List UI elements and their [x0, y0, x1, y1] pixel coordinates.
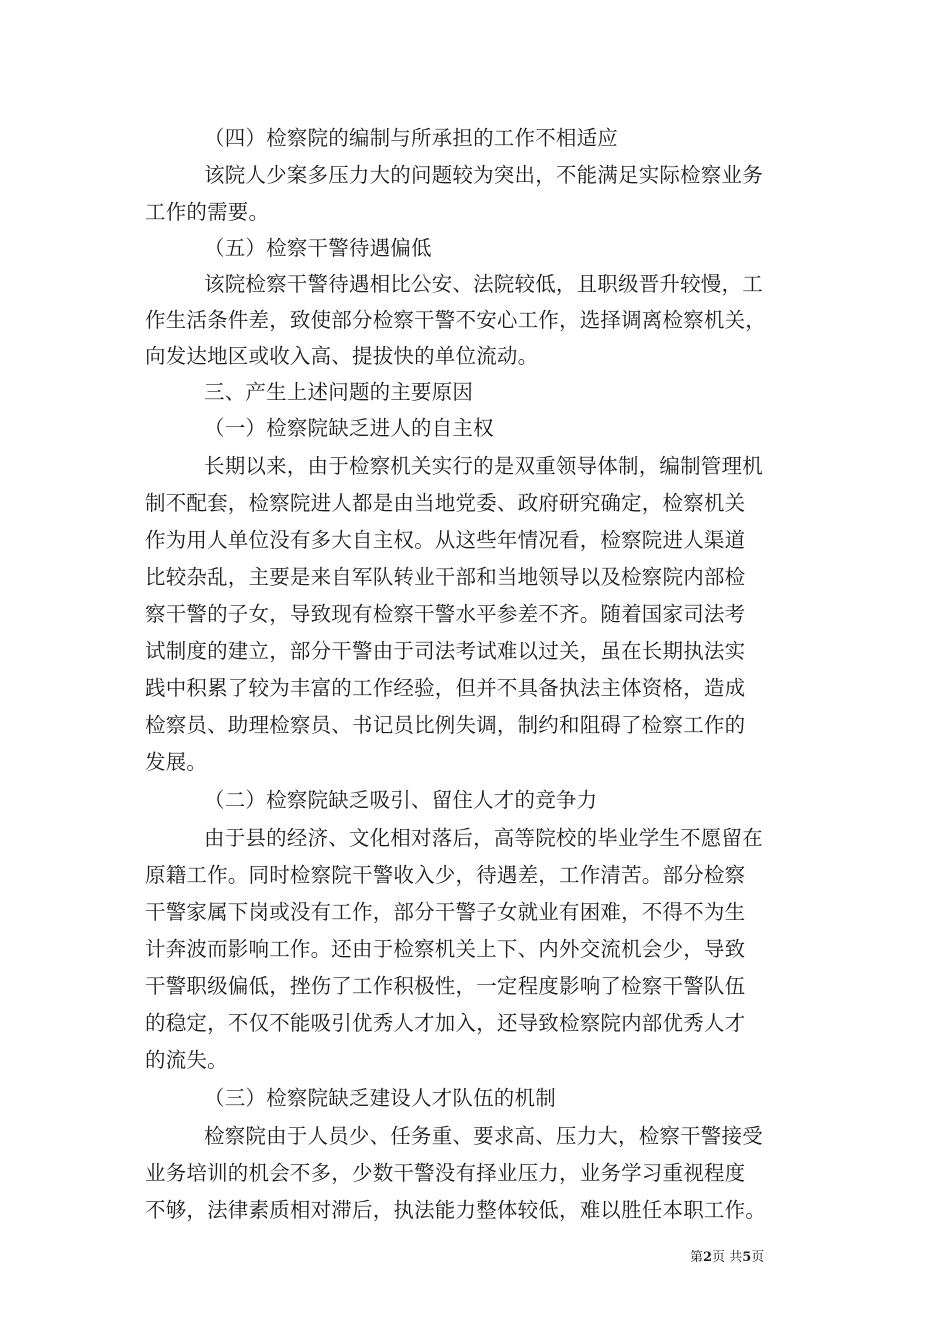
paragraph-line: 察干警的子女，导致现有检察干警水平参差不齐。随着国家司法考	[145, 602, 746, 626]
section-heading: （五）检察干警待遇偏低	[204, 236, 432, 260]
paragraph-line: 由于县的经济、文化相对落后，高等院校的毕业学生不愿留在	[204, 826, 763, 850]
paragraph-line: 工作的需要。	[145, 200, 270, 224]
paragraph-line: 该院人少案多压力大的问题较为突出，不能满足实际检察业务	[204, 163, 763, 187]
paragraph-line: 的稳定，不仅不能吸引优秀人才加入，还导致检察院内部优秀人才	[145, 1011, 746, 1035]
section-heading: （一）检察院缺乏进人的自主权	[204, 416, 494, 440]
total-pages-number: 5	[742, 1250, 752, 1265]
paragraph-line: 干警家属下岗或没有工作，部分干警子女就业有困难，不得不为生	[145, 900, 746, 924]
footer-middle: 页 共	[712, 1250, 743, 1265]
page-footer	[690, 1249, 764, 1267]
paragraph-line: 发展。	[145, 750, 208, 774]
paragraph-line: 原籍工作。同时检察院干警收入少，待遇差，工作清苦。部分检察	[145, 863, 746, 887]
paragraph-line: 作为用人单位没有多大自主权。从这些年情况看，检察院进人渠道	[145, 528, 746, 552]
paragraph-line: 业务培训的机会不多，少数干警没有择业压力，业务学习重视程度	[145, 1161, 746, 1185]
paragraph-line: 向发达地区或收入高、提拔快的单位流动。	[145, 344, 539, 368]
paragraph-line: 检察院由于人员少、任务重、要求高、压力大，检察干警接受	[204, 1124, 763, 1148]
paragraph-line: 干警职级偏低，挫伤了工作积极性，一定程度影响了检察干警队伍	[145, 974, 746, 998]
paragraph-line: 计奔波而影响工作。还由于检察机关上下、内外交流机会少，导致	[145, 937, 746, 961]
section-heading: （三）检察院缺乏建设人才队伍的机制	[204, 1086, 556, 1110]
footer-prefix: 第	[690, 1250, 704, 1265]
paragraph-line: 检察员、助理检察员、书记员比例失调，制约和阻碍了检察工作的	[145, 713, 746, 737]
paragraph-line: 践中积累了较为丰富的工作经验，但并不具备执法主体资格，造成	[145, 676, 746, 700]
section-heading: 三、产生上述问题的主要原因	[204, 380, 474, 404]
paragraph-line: 作生活条件差，致使部分检察干警不安心工作，选择调离检察机关，	[145, 308, 766, 332]
paragraph-line: 的流失。	[145, 1048, 228, 1072]
paragraph-line: 不够，法律素质相对滞后，执法能力整体较低，难以胜任本职工作。	[145, 1198, 766, 1222]
current-page-number: 2	[703, 1250, 713, 1265]
paragraph-line: 试制度的建立，部分干警由于司法考试难以过关，虽在长期执法实	[145, 639, 746, 663]
section-heading: （二）检察院缺乏吸引、留住人才的竞争力	[204, 788, 598, 812]
paragraph-line: 比较杂乱，主要是来自军队转业干部和当地领导以及检察院内部检	[145, 565, 746, 589]
paragraph-line: 长期以来，由于检察机关实行的是双重领导体制，编制管理机	[204, 454, 763, 478]
section-heading: （四）检察院的编制与所承担的工作不相适应	[204, 126, 618, 150]
paragraph-line: 该院检察干警待遇相比公安、法院较低，且职级晋升较慢，工	[204, 272, 763, 296]
paragraph-line: 制不配套，检察院进人都是由当地党委、政府研究确定，检察机关	[145, 491, 746, 515]
footer-suffix: 页	[751, 1250, 765, 1265]
